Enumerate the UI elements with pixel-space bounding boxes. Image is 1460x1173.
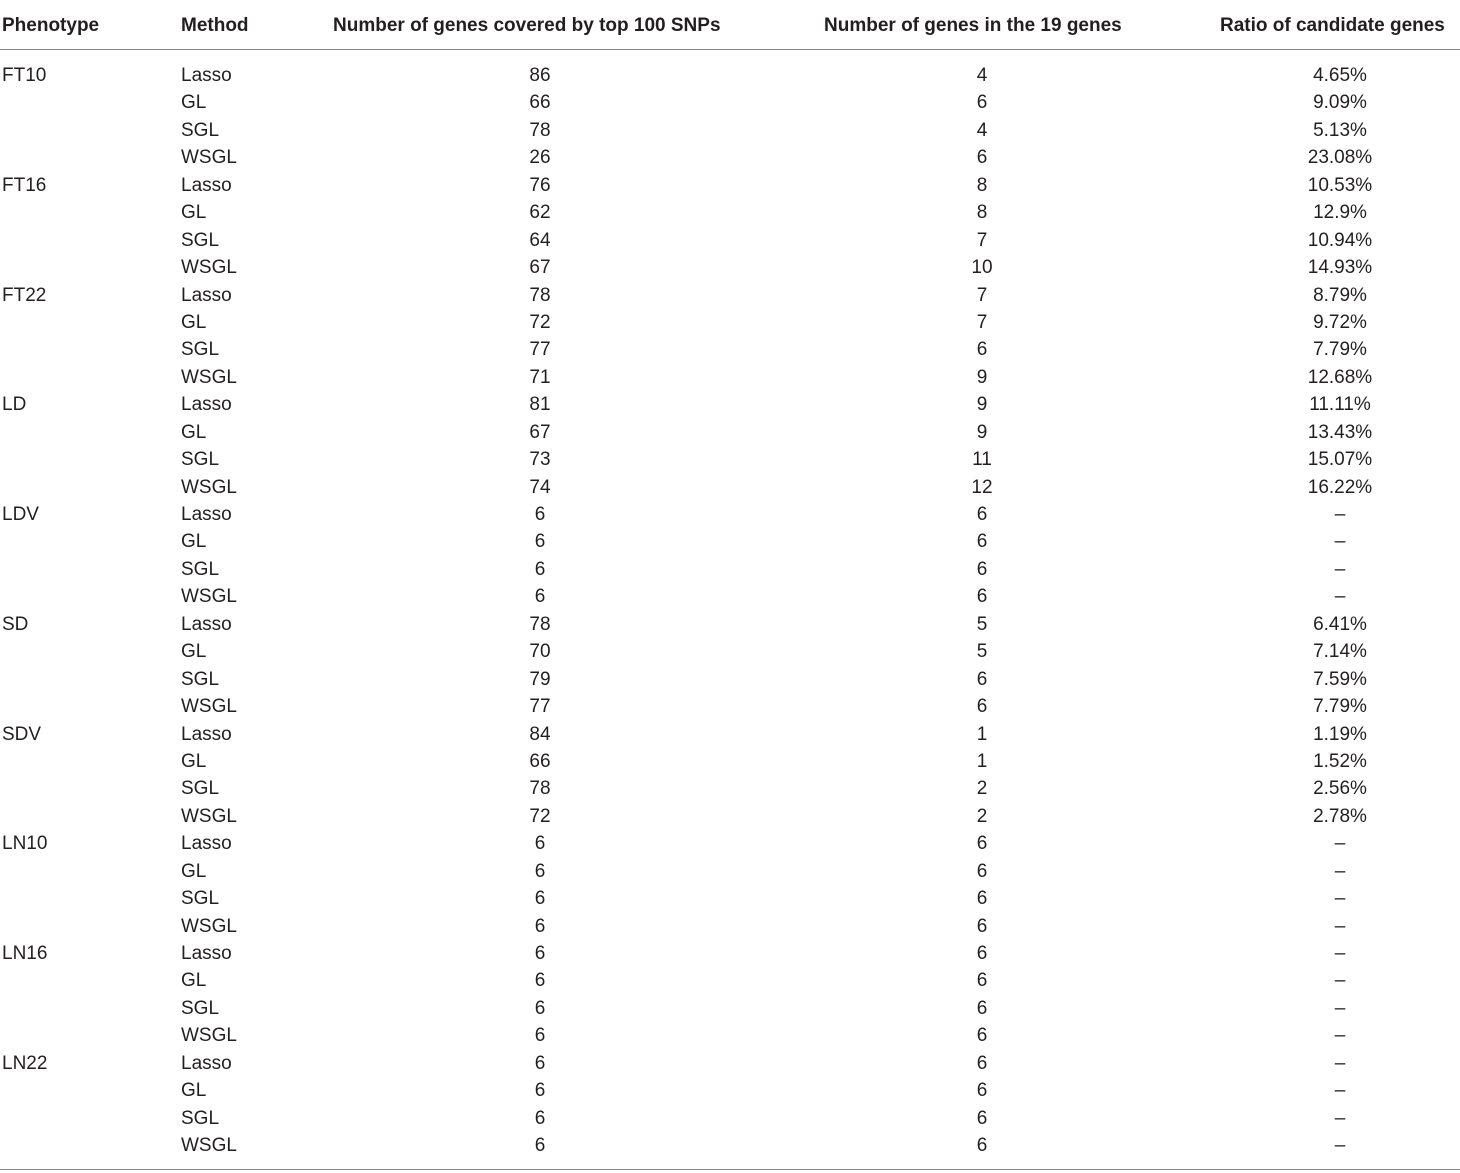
table-row: [0, 89, 1460, 116]
cell-ratio: 9.72%: [1313, 311, 1367, 333]
cell-phenotype: LD: [2, 394, 27, 416]
cell-genes-in-19: 6: [976, 531, 988, 553]
cell-ratio: 9.09%: [1313, 92, 1367, 114]
cell-genes-in-19: 2: [976, 805, 988, 827]
cell-genes-covered: 78: [529, 119, 551, 141]
table-row: [0, 1022, 1460, 1049]
cell-ratio: –: [1334, 970, 1346, 992]
cell-phenotype: LN10: [2, 833, 48, 855]
cell-method: GL: [181, 92, 207, 114]
table-row: [0, 501, 1460, 528]
cell-genes-covered: 78: [529, 613, 551, 635]
cell-genes-covered: 81: [529, 394, 551, 416]
cell-method: SGL: [181, 888, 220, 910]
table-row: [0, 117, 1460, 144]
cell-method: WSGL: [181, 476, 237, 498]
cell-method: Lasso: [181, 394, 232, 416]
table-row: [0, 775, 1460, 802]
cell-genes-in-19: 9: [976, 366, 988, 388]
cell-genes-in-19: 6: [976, 696, 988, 718]
cell-genes-in-19: 1: [976, 723, 988, 745]
cell-genes-covered: 6: [534, 504, 546, 525]
cell-ratio: –: [1334, 531, 1346, 553]
cell-method: GL: [181, 531, 207, 553]
header-ratio: Ratio of candidate genes: [1220, 15, 1445, 36]
table-row: [0, 199, 1460, 226]
table-row: [0, 309, 1460, 336]
cell-genes-in-19: 6: [976, 668, 988, 690]
table-row: [0, 254, 1460, 281]
table-row: [0, 1077, 1460, 1104]
cell-ratio: 7.79%: [1313, 696, 1367, 718]
cell-ratio: 12.68%: [1307, 366, 1373, 388]
table-body: [0, 50, 1460, 1160]
cell-genes-covered: 6: [534, 833, 546, 855]
cell-genes-covered: 72: [529, 805, 551, 827]
cell-method: Lasso: [181, 613, 232, 635]
cell-genes-in-19: 6: [976, 1080, 988, 1102]
cell-genes-covered: 6: [534, 888, 546, 910]
cell-genes-covered: 79: [529, 668, 551, 690]
table-row: [0, 446, 1460, 473]
cell-genes-covered: 71: [529, 366, 551, 388]
cell-ratio: 11.11%: [1309, 394, 1371, 416]
cell-genes-in-19: 7: [976, 229, 988, 251]
table-row: [0, 227, 1460, 254]
cell-method: WSGL: [181, 366, 237, 388]
cell-method: WSGL: [181, 147, 237, 169]
table-row: [0, 419, 1460, 446]
cell-genes-in-19: 7: [976, 284, 988, 306]
cell-phenotype: LN22: [2, 1052, 48, 1074]
cell-genes-covered: 67: [529, 257, 551, 279]
cell-genes-covered: 6: [534, 943, 546, 964]
cell-genes-covered: 66: [529, 750, 551, 772]
cell-phenotype: FT16: [2, 174, 47, 196]
table-row: [0, 583, 1460, 610]
cell-ratio: 4.65%: [1313, 65, 1367, 86]
cell-genes-covered: 6: [534, 1052, 546, 1074]
cell-ratio: –: [1334, 1107, 1346, 1129]
cell-method: WSGL: [181, 915, 237, 937]
table-row: [0, 693, 1460, 720]
cell-phenotype: LDV: [2, 504, 39, 525]
cell-ratio: 1.52%: [1313, 750, 1367, 772]
cell-genes-in-19: 6: [976, 943, 988, 964]
cell-ratio: 6.41%: [1313, 613, 1367, 635]
cell-ratio: –: [1334, 1052, 1346, 1074]
cell-method: Lasso: [181, 1052, 232, 1074]
cell-phenotype: SDV: [2, 723, 42, 745]
table-row: [0, 803, 1460, 830]
cell-genes-covered: 73: [529, 449, 551, 471]
cell-method: SGL: [181, 339, 220, 361]
cell-genes-covered: 67: [529, 421, 551, 443]
cell-genes-covered: 70: [529, 641, 551, 663]
bottom-rule: [0, 1169, 1460, 1170]
cell-ratio: –: [1334, 1025, 1346, 1047]
cell-method: WSGL: [181, 696, 237, 718]
table-row: [0, 282, 1460, 309]
cell-genes-covered: 78: [529, 284, 551, 306]
table-row: [0, 172, 1460, 199]
table-row: [0, 885, 1460, 912]
cell-genes-covered: 6: [534, 1080, 546, 1102]
cell-genes-in-19: 8: [976, 174, 988, 196]
cell-genes-covered: 6: [534, 1025, 546, 1047]
cell-ratio: –: [1334, 504, 1346, 525]
table-row: [0, 1050, 1460, 1077]
cell-genes-covered: 64: [529, 229, 551, 251]
cell-method: WSGL: [181, 586, 237, 608]
cell-genes-covered: 6: [534, 586, 546, 608]
table-row: [0, 721, 1460, 748]
cell-genes-covered: 72: [529, 311, 551, 333]
cell-ratio: 5.13%: [1313, 119, 1367, 141]
cell-method: GL: [181, 970, 207, 992]
cell-method: Lasso: [181, 174, 232, 196]
cell-genes-in-19: 2: [976, 778, 988, 800]
cell-method: SGL: [181, 119, 220, 141]
table-row: [0, 611, 1460, 638]
cell-genes-in-19: 6: [976, 1025, 988, 1047]
cell-genes-covered: 62: [529, 202, 551, 224]
table-row: [0, 913, 1460, 940]
cell-genes-covered: 77: [529, 339, 551, 361]
cell-genes-in-19: 6: [976, 915, 988, 937]
table-row: [0, 528, 1460, 555]
cell-genes-in-19: 11: [972, 449, 992, 471]
cell-method: GL: [181, 860, 207, 882]
table-row: [0, 62, 1460, 89]
table-row: [0, 1132, 1460, 1159]
table-row: [0, 364, 1460, 391]
cell-method: GL: [181, 1080, 207, 1102]
header-genes-covered: Number of genes covered by top 100 SNPs: [333, 15, 721, 36]
cell-ratio: –: [1334, 943, 1346, 964]
cell-method: WSGL: [181, 257, 237, 279]
cell-genes-in-19: 6: [976, 339, 988, 361]
cell-genes-in-19: 10: [971, 257, 993, 279]
table-row: [0, 967, 1460, 994]
cell-genes-in-19: 6: [976, 833, 988, 855]
cell-method: Lasso: [181, 833, 232, 855]
cell-ratio: 15.07%: [1307, 449, 1373, 471]
cell-genes-covered: 74: [529, 476, 551, 498]
cell-method: Lasso: [181, 723, 232, 745]
cell-method: WSGL: [181, 1025, 237, 1047]
cell-method: GL: [181, 311, 207, 333]
cell-ratio: –: [1334, 915, 1346, 937]
cell-genes-covered: 6: [534, 860, 546, 882]
cell-ratio: 2.56%: [1313, 778, 1367, 800]
header-phenotype: Phenotype: [2, 15, 100, 36]
cell-ratio: 23.08%: [1307, 147, 1373, 169]
table-row: [0, 858, 1460, 885]
cell-ratio: 2.78%: [1313, 805, 1367, 827]
table-row: [0, 748, 1460, 775]
cell-method: GL: [181, 202, 207, 224]
cell-genes-covered: 6: [534, 531, 546, 553]
table-row: [0, 144, 1460, 171]
cell-ratio: 10.53%: [1307, 174, 1373, 196]
cell-genes-covered: 76: [529, 174, 551, 196]
cell-ratio: 13.43%: [1307, 421, 1373, 443]
cell-ratio: –: [1334, 1080, 1346, 1102]
cell-phenotype: SD: [2, 613, 29, 635]
cell-ratio: 7.79%: [1313, 339, 1367, 361]
cell-ratio: –: [1334, 1135, 1346, 1157]
cell-genes-covered: 6: [534, 558, 546, 580]
cell-genes-in-19: 6: [976, 92, 988, 114]
cell-ratio: 16.22%: [1307, 476, 1373, 498]
cell-genes-in-19: 6: [976, 1107, 988, 1129]
cell-ratio: 1.19%: [1313, 723, 1367, 745]
cell-ratio: 7.59%: [1313, 668, 1367, 690]
cell-genes-covered: 26: [529, 147, 551, 169]
cell-genes-in-19: 4: [976, 119, 988, 141]
cell-genes-in-19: 6: [976, 558, 988, 580]
cell-genes-covered: 84: [529, 723, 551, 745]
cell-method: WSGL: [181, 805, 237, 827]
cell-ratio: –: [1334, 860, 1346, 882]
cell-ratio: –: [1334, 586, 1346, 608]
cell-genes-in-19: 6: [976, 1135, 988, 1157]
cell-genes-covered: 6: [534, 915, 546, 937]
cell-genes-in-19: 6: [976, 997, 988, 1019]
cell-method: SGL: [181, 558, 220, 580]
cell-method: Lasso: [181, 943, 232, 964]
cell-genes-covered: 6: [534, 997, 546, 1019]
cell-genes-covered: 78: [529, 778, 551, 800]
cell-ratio: –: [1334, 558, 1346, 580]
cell-genes-in-19: 6: [976, 860, 988, 882]
cell-method: SGL: [181, 668, 220, 690]
cell-phenotype: LN16: [2, 943, 48, 964]
table-header: [0, 0, 1460, 50]
cell-method: SGL: [181, 1107, 220, 1129]
cell-ratio: –: [1334, 833, 1346, 855]
table-row: [0, 995, 1460, 1022]
cell-genes-in-19: 1: [976, 750, 988, 772]
cell-ratio: 8.79%: [1313, 284, 1367, 306]
table-row: [0, 391, 1460, 418]
cell-method: SGL: [181, 449, 220, 471]
table-row: [0, 830, 1460, 857]
cell-genes-covered: 77: [529, 696, 551, 718]
table-row: [0, 474, 1460, 501]
cell-method: SGL: [181, 229, 220, 251]
cell-method: SGL: [181, 778, 220, 800]
table-row: [0, 1105, 1460, 1132]
cell-ratio: 14.93%: [1307, 257, 1373, 279]
cell-ratio: 10.94%: [1307, 229, 1373, 251]
cell-genes-in-19: 9: [976, 394, 988, 416]
header-genes-in-19: Number of genes in the 19 genes: [824, 15, 1122, 36]
cell-genes-covered: 86: [529, 65, 551, 86]
cell-genes-in-19: 12: [971, 476, 993, 498]
cell-genes-in-19: 9: [976, 421, 988, 443]
table-row: [0, 556, 1460, 583]
cell-genes-in-19: 7: [976, 311, 988, 333]
cell-genes-in-19: 6: [976, 147, 988, 169]
cell-genes-in-19: 6: [976, 504, 988, 525]
table-row: [0, 666, 1460, 693]
cell-genes-in-19: 4: [976, 65, 988, 86]
cell-method: GL: [181, 750, 207, 772]
cell-method: Lasso: [181, 284, 232, 306]
cell-ratio: 7.14%: [1313, 641, 1367, 663]
cell-genes-covered: 66: [529, 92, 551, 114]
cell-phenotype: FT22: [2, 284, 47, 306]
cell-genes-covered: 6: [534, 1107, 546, 1129]
cell-method: Lasso: [181, 65, 232, 86]
cell-genes-in-19: 6: [976, 1052, 988, 1074]
cell-ratio: –: [1334, 888, 1346, 910]
table-row: [0, 336, 1460, 363]
cell-genes-in-19: 8: [976, 202, 988, 224]
cell-method: GL: [181, 421, 207, 443]
cell-method: SGL: [181, 997, 220, 1019]
cell-genes-in-19: 5: [976, 613, 988, 635]
table-row: [0, 940, 1460, 967]
cell-genes-in-19: 6: [976, 586, 988, 608]
header-method: Method: [181, 15, 249, 36]
cell-genes-in-19: 6: [976, 888, 988, 910]
cell-genes-covered: 6: [534, 1135, 546, 1157]
cell-ratio: –: [1334, 997, 1346, 1019]
cell-ratio: 12.9%: [1313, 202, 1367, 224]
table-row: [0, 638, 1460, 665]
cell-genes-in-19: 5: [976, 641, 988, 663]
cell-phenotype: FT10: [2, 65, 47, 86]
cell-genes-in-19: 6: [976, 970, 988, 992]
cell-method: Lasso: [181, 504, 232, 525]
cell-method: GL: [181, 641, 207, 663]
cell-method: WSGL: [181, 1135, 237, 1157]
cell-genes-covered: 6: [534, 970, 546, 992]
